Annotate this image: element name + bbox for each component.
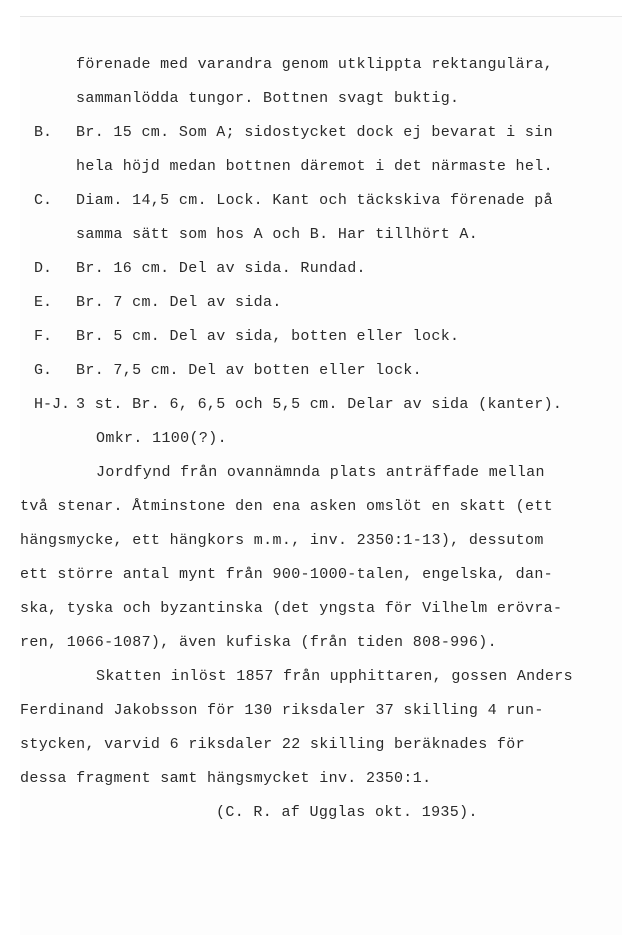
document-page — [20, 16, 622, 935]
item-label-h-j: H-J. — [34, 396, 71, 413]
text-line: Br. 16 cm. Del av sida. Rundad. — [76, 260, 366, 277]
text-line: ett större antal mynt från 900-1000-talen, engelska, dan- — [20, 566, 554, 583]
item-label-b: B. — [34, 124, 53, 141]
text-line: sammanlödda tungor. Bottnen svagt buktig. — [76, 90, 460, 107]
text-line: Omkr. 1100(?). — [96, 430, 227, 447]
text-line: Skatten inlöst 1857 från upphittaren, gossen Anders — [96, 668, 573, 685]
item-label-c: C. — [34, 192, 53, 209]
text-line: Br. 5 cm. Del av sida, botten eller lock. — [76, 328, 460, 345]
text-line: Br. 7,5 cm. Del av botten eller lock. — [76, 362, 423, 379]
text-line: förenade med varandra genom utklippta rektangulära, — [76, 56, 553, 73]
text-line: dessa fragment samt hängsmycket inv. 2350:1. — [20, 770, 432, 787]
item-label-g: G. — [34, 362, 53, 379]
text-line: Br. 15 cm. Som A; sidostycket dock ej bevarat i sin — [76, 124, 553, 141]
item-label-e: E. — [34, 294, 53, 311]
signature-line: (C. R. af Ugglas okt. 1935). — [216, 804, 478, 821]
text-line: stycken, varvid 6 riksdaler 22 skilling beräknades för — [20, 736, 525, 753]
text-line: 3 st. Br. 6, 6,5 och 5,5 cm. Delar av sida (kanter). — [76, 396, 563, 413]
item-label-d: D. — [34, 260, 53, 277]
text-line: hela höjd medan bottnen däremot i det närmaste hel. — [76, 158, 553, 175]
text-line: Jordfynd från ovannämnda plats anträffade mellan — [96, 464, 545, 481]
text-line: två stenar. Åtminstone den ena asken omslöt en skatt (ett — [20, 498, 554, 515]
text-line: ska, tyska och byzantinska (det yngsta för Vilhelm erövra- — [20, 600, 563, 617]
text-line: Diam. 14,5 cm. Lock. Kant och täckskiva förenade på — [76, 192, 553, 209]
text-line: hängsmycke, ett hängkors m.m., inv. 2350:1-13), dessutom — [20, 532, 544, 549]
text-line: ren, 1066-1087), även kufiska (från tiden 808-996). — [20, 634, 497, 651]
text-line: Br. 7 cm. Del av sida. — [76, 294, 282, 311]
text-line: samma sätt som hos A och B. Har tillhört A. — [76, 226, 479, 243]
text-line: Ferdinand Jakobsson för 130 riksdaler 37 skilling 4 run- — [20, 702, 544, 719]
item-label-f: F. — [34, 328, 53, 345]
